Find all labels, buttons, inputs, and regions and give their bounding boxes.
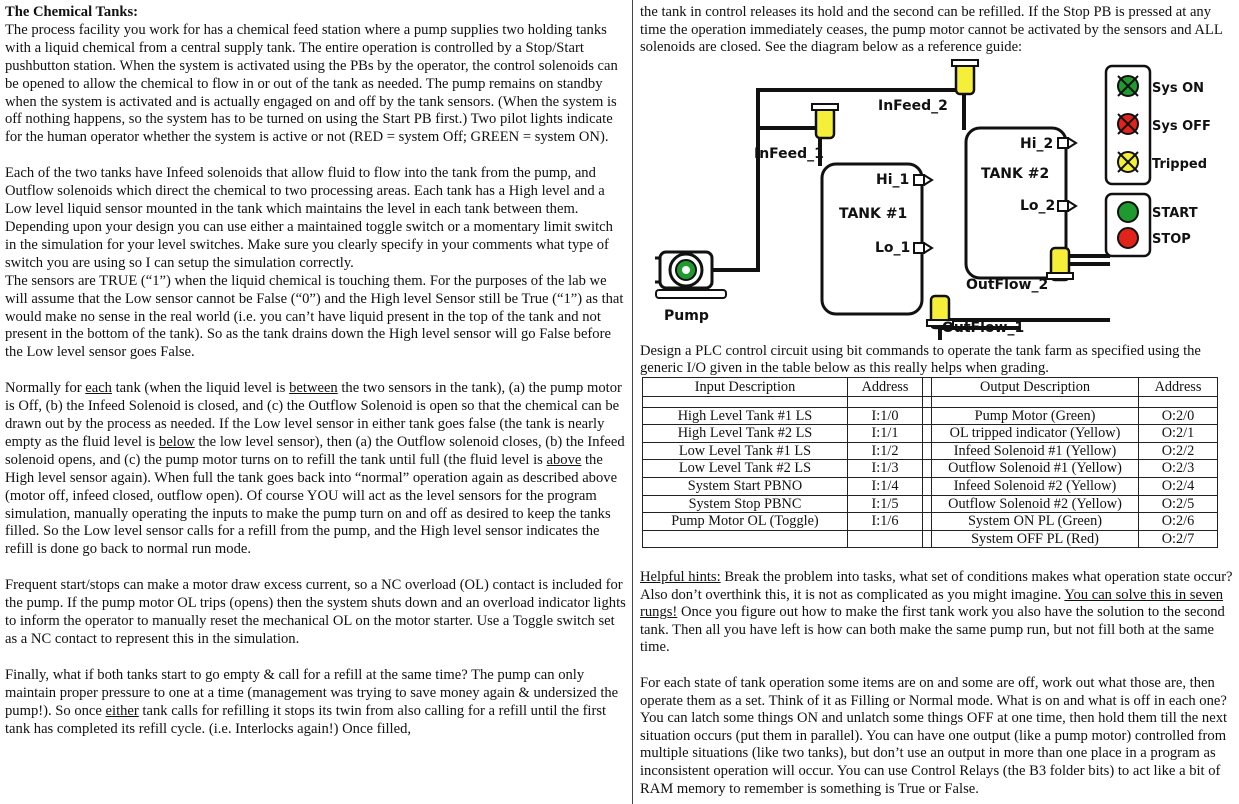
table-row <box>643 477 1218 495</box>
paragraph-1: The process facility you work for has a chemical feed station where a pump supplies two holding tanks with a liquid chemical from a central supply tank. The entire operation is controlled by a Stop/Start pushbutton station. When the system is activated using the PBs by the operator, the control solenoids can be opened to allow the chemical to flow in or out of the tank as needed. The pump remains on standby when the system is activated and is actually engaged on and off by the tank sensors. (When the system is off nothing happens, so the system has to be turned on using the Start PB first.) Two pilot lights indicate for the human operator whether the system is active or not (RED = system Off; GREEN = system ON). <box>5 21 618 146</box>
lo-2-sensor-icon <box>1058 201 1068 211</box>
output-description: System OFF PL (Red) <box>932 530 1139 548</box>
text: Once you figure out how to make the first tank work you also have the solution to the second tank. Then all you have left is how can both make the same pump run, but not fill both at the same time. <box>640 604 1225 656</box>
output-description: Outflow Solenoid #2 (Yellow) <box>932 495 1139 513</box>
emphasis: each <box>85 380 112 397</box>
table-spacer-row <box>643 396 1218 407</box>
hi-2-label: Hi_2 <box>1020 136 1054 152</box>
table-row <box>643 530 1218 548</box>
output-description: Infeed Solenoid #2 (Yellow) <box>932 477 1139 495</box>
input-address: I:1/1 <box>848 425 923 443</box>
cell-spacer <box>923 407 932 425</box>
io-table <box>642 377 1218 548</box>
text: the two sensors in the tank), (a) the pump motor is Off, (b) the Infeed Solenoid is closed, and (c) the Outflow Solenoid is open so that the chemical can be drawn out by the process as needed. If the Low level sensor in either tank goes false (the tank is nearly empty as the fluid level is <box>5 380 622 450</box>
output-address: O:2/2 <box>1139 442 1218 460</box>
cell-spacer <box>923 477 932 495</box>
output-address: O:2/5 <box>1139 495 1218 513</box>
input-description: System Stop PBNC <box>643 495 848 513</box>
output-address: O:2/1 <box>1139 425 1218 443</box>
output-address: O:2/7 <box>1139 530 1218 548</box>
header-output-description: Output Description <box>932 378 1139 397</box>
column-divider <box>632 0 633 804</box>
input-description: High Level Tank #1 LS <box>643 407 848 425</box>
tank-1-label: TANK #1 <box>839 206 908 222</box>
paragraph-intro: the tank in control releases its hold and the second can be refilled. If the Stop PB is pressed at any time the operation immediately ceases, the pump motor cannot be activated by the sensors and ALL solenoids are closed. See the diagram below as a reference guide: <box>640 4 1223 56</box>
input-description: High Level Tank #2 LS <box>643 425 848 443</box>
modes-paragraph: For each state of tank operation some items are on and some are off, work out what those are, then operate them as a set. Think of it as Filling or Normal mode. What is on and what is off in each one? You can latch some things ON and unlatch some things OFF at one time, then hold them till the next situation occurs (put them in parallel). You can have one output (like a pump motor) controlled from multiple situations (like two tanks), but don’t use an output in more than one place in a program as inconsistent operation will occur. You can use Control Relays (the B3 folder bits) to act like a bit of RAM memory to remember is something is True or False. <box>640 674 1228 797</box>
hints-paragraph <box>640 569 1234 657</box>
infeed-2-label: InFeed_2 <box>878 98 948 114</box>
design-paragraph-block <box>640 343 1234 377</box>
outflow-2-solenoid-icon <box>1047 248 1073 280</box>
output-description: Outflow Solenoid #1 (Yellow) <box>932 460 1139 478</box>
input-address: I:1/6 <box>848 513 923 531</box>
tripped-light-icon <box>1118 152 1138 172</box>
title <box>5 4 627 22</box>
sys-off-light-icon <box>1118 114 1138 134</box>
input-description-empty <box>643 530 848 548</box>
table-row <box>643 407 1218 425</box>
emphasis: below <box>159 433 195 450</box>
io-table-header <box>643 378 1218 397</box>
header-spacer <box>923 378 932 397</box>
start-button-icon <box>1118 202 1138 222</box>
sys-on-label: Sys ON <box>1152 81 1205 96</box>
lo-2-label: Lo_2 <box>1020 198 1056 214</box>
input-address: I:1/0 <box>848 407 923 425</box>
output-address: O:2/3 <box>1139 460 1218 478</box>
paragraph-4 <box>5 380 627 559</box>
cell-spacer <box>923 513 932 531</box>
text: Finally, what if both tanks start to go empty & call for a refill at the same time? The pump can only maintain proper pressure to one at a time (management was trying to save money again & undersized the pump!). So once <box>5 666 619 719</box>
stop-button-icon <box>1118 228 1138 248</box>
input-address: I:1/5 <box>848 495 923 513</box>
input-address: I:1/3 <box>848 460 923 478</box>
tripped-label: Tripped <box>1152 157 1208 172</box>
cell-spacer <box>923 442 932 460</box>
sys-off-label: Sys OFF <box>1152 119 1211 134</box>
output-address: O:2/0 <box>1139 407 1218 425</box>
hints-label: Helpful hints: <box>640 569 721 585</box>
right-column-top <box>640 4 1234 57</box>
sys-on-light-icon <box>1118 76 1138 96</box>
paragraph-5: Frequent start/stops can make a motor draw excess current, so a NC overload (OL) contact is included for the pump. If the pump motor OL trips (opens) then the system shuts down and an overload indicator lights to inform the operator to manually reset the mechanical OL on the motor starter. Use a Toggle switch set as a NC contact to represent this in the simulation. <box>5 577 626 647</box>
infeed-2-solenoid-icon <box>952 60 978 94</box>
input-description: Low Level Tank #1 LS <box>643 442 848 460</box>
hi-1-sensor-icon <box>914 175 924 185</box>
section-title: The Chemical Tanks: <box>5 4 138 20</box>
output-address: O:2/6 <box>1139 513 1218 531</box>
output-description: OL tripped indicator (Yellow) <box>932 425 1139 443</box>
infeed-1-label: InFeed_1 <box>754 146 824 162</box>
table-row <box>643 513 1218 531</box>
output-description: Infeed Solenoid #1 (Yellow) <box>932 442 1139 460</box>
header-input-address: Address <box>848 378 923 397</box>
input-address: I:1/4 <box>848 477 923 495</box>
text: tank calls for refilling it stops its twin from also calling for a refill until the first tank has completed its refill cycle. (i.e. Interlocks again!) Once filled, <box>5 702 607 737</box>
cell-spacer <box>923 425 932 443</box>
outflow-2-label: OutFlow_2 <box>966 277 1049 293</box>
emphasis: above <box>546 451 582 468</box>
text: tank (when the liquid level is <box>111 380 290 397</box>
output-address: O:2/4 <box>1139 477 1218 495</box>
output-description: System ON PL (Green) <box>932 513 1139 531</box>
outflow-1-label: OutFlow_1 <box>942 320 1025 336</box>
text: Break the problem into tasks, what set of conditions makes what operation state occur? Also don’t overthink this, it is not as complicated as you might imagine. <box>640 569 1233 603</box>
stop-label: STOP <box>1152 232 1191 247</box>
emphasis: You can solve this in seven rungs! <box>640 586 1224 621</box>
lo-1-label: Lo_1 <box>875 240 911 256</box>
hi-1-label: Hi_1 <box>876 172 910 188</box>
pump-label: Pump <box>664 308 709 324</box>
table-row <box>643 460 1218 478</box>
paragraph-3: The sensors are TRUE (“1”) when the liquid chemical is touching them. For the purposes of the lab we will assume that the Low sensor cannot be False (“0”) and the High level Sensor still be True (“1”) as that would make no sense in the real world (i.e. you can’t have liquid present in the top of the tank and not present in the bottom of the tank). So as the tank drains down the High level sensor will go False before the Low level sensor goes False. <box>5 272 624 361</box>
hints-block <box>640 569 1234 798</box>
table-row <box>643 425 1218 443</box>
input-address-empty <box>848 530 923 548</box>
emphasis: either <box>105 702 139 719</box>
start-label: START <box>1152 206 1198 221</box>
lo-1-sensor-icon <box>914 243 924 253</box>
cell-spacer <box>923 495 932 513</box>
design-paragraph: Design a PLC control circuit using bit commands to operate the tank farm as specified using the generic I/O given in the table below as this really helps when grading. <box>640 343 1201 377</box>
tank-farm-diagram <box>640 58 1234 340</box>
emphasis: between <box>289 380 338 397</box>
cell-spacer <box>923 460 932 478</box>
table-row <box>643 442 1218 460</box>
pump-icon <box>656 252 726 298</box>
text: the low level sensor), then (a) the Outflow solenoid closes, (b) the Infeed solenoid opens, and (c) the pump motor turns on to refill the tank until full (the fluid level is <box>5 433 625 468</box>
input-address: I:1/2 <box>848 442 923 460</box>
tank-2-label: TANK #2 <box>981 166 1050 182</box>
input-description: System Start PBNO <box>643 477 848 495</box>
text: the High level sensor again). When full the tank goes back into “normal” operation again as described above (motor off, infeed closed, outflow open). Of course YOU will act as the level sensors for the program simulation, manually operating the inputs to make the pump turn on and off as desired to keep the tanks filled. So the Low level sensor calls for a refill from the pump, and the High level sensor indicates the refill is done go back to normal run mode. <box>5 451 618 558</box>
header-input-description: Input Description <box>643 378 848 397</box>
left-column <box>5 4 627 739</box>
cell-spacer <box>923 530 932 548</box>
table-row <box>643 495 1218 513</box>
text: Normally for <box>5 380 86 397</box>
header-output-address: Address <box>1139 378 1218 397</box>
input-description: Low Level Tank #2 LS <box>643 460 848 478</box>
paragraph-6 <box>5 667 627 739</box>
paragraph-2: Each of the two tanks have Infeed solenoids that allow fluid to flow into the tank from the pump, and Outflow solenoids which direct the chemical to two processing areas. Each tank has a High level and a Low level liquid sensor mounted in the tank which maintains the level in each tank between them. Depending upon your design you can use either a maintained toggle switch or a momentary limit switch in the simulation for your level switches. Make sure you clearly specify in your comments what type of switch you are using so I can setup the simulation correctly. <box>5 165 613 271</box>
hi-2-sensor-icon <box>1058 138 1068 148</box>
infeed-1-solenoid-icon <box>812 104 838 138</box>
output-description: Pump Motor (Green) <box>932 407 1139 425</box>
input-description: Pump Motor OL (Toggle) <box>643 513 848 531</box>
